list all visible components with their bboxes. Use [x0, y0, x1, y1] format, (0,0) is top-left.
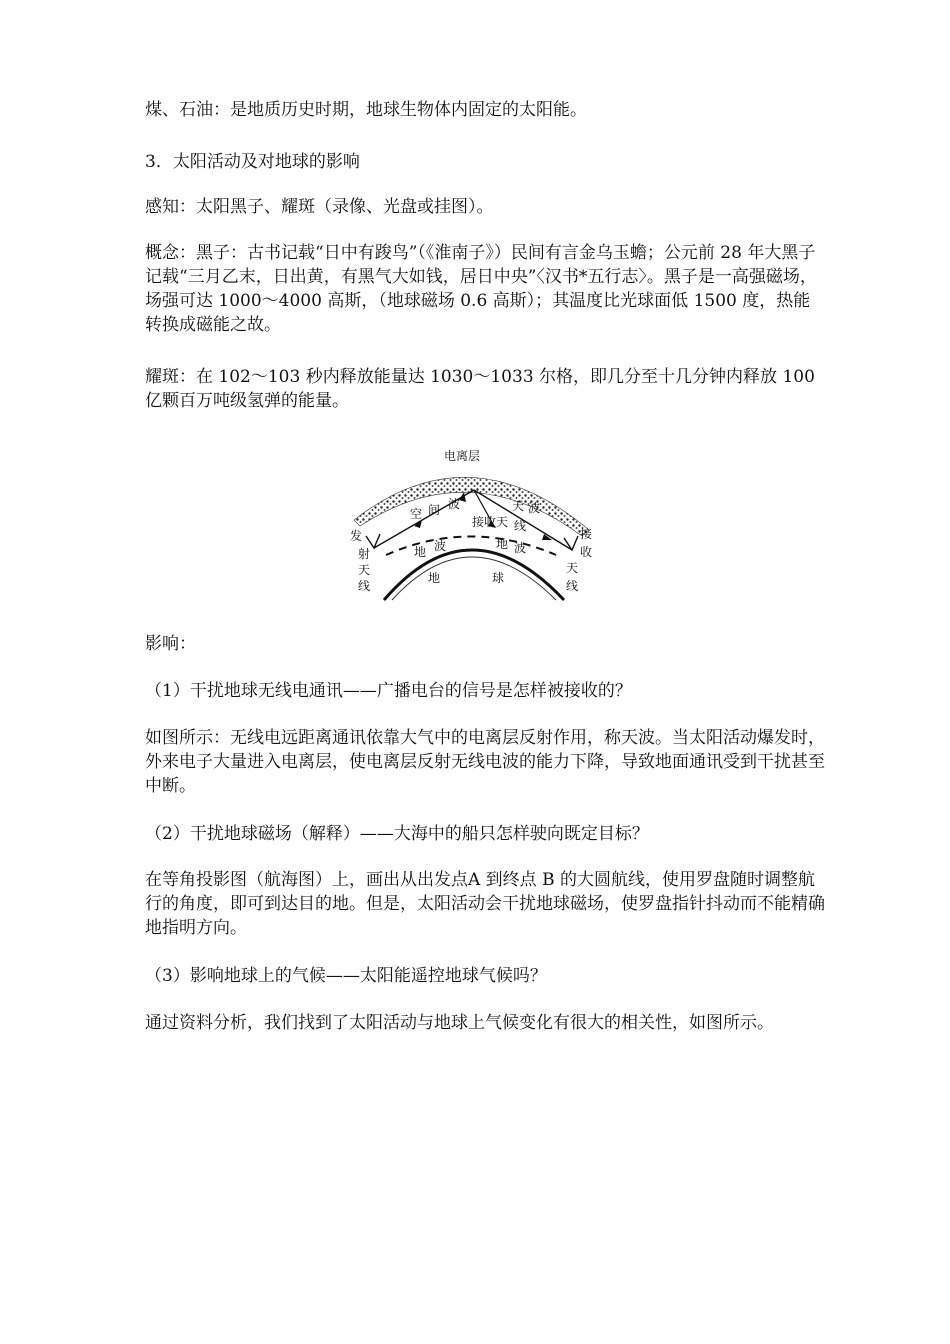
tx-label-1: 射	[358, 547, 371, 561]
sky-label-right-1: 天	[512, 499, 525, 513]
ground-label-right-2: 波	[514, 541, 527, 555]
radio-wave-svg	[344, 440, 596, 602]
tx-label-3: 线	[358, 579, 371, 593]
rx-mid-label: 接收天	[472, 515, 509, 529]
rx-label-1: 收	[580, 545, 593, 559]
sky-label-right-2: 波	[528, 501, 541, 515]
ground-label-left-1: 地	[414, 545, 427, 559]
paragraph-item-1: （1）干扰地球无线电通讯——广播电台的信号是怎样被接收的？	[145, 681, 632, 701]
earth-label-2: 球	[492, 571, 505, 585]
radio-wave-diagram	[344, 440, 596, 602]
paragraph-solar-flare: 耀斑：在 102～103 秒内释放能量达 1030～1033 尔格，即几分至十几分钟内释放 100 亿颗百万吨级氢弹的能量。	[145, 367, 815, 411]
paragraph-perception: 感知：太阳黑子、耀斑（录像、光盘或挂图）。	[145, 197, 494, 217]
ground-wave	[386, 537, 556, 556]
arrow-top	[459, 492, 466, 502]
paragraph-coal-oil: 煤、石油：是地质历史时期，地球生物体内固定的太阳能。	[145, 100, 587, 120]
section-heading-solar-activity: 3．太阳活动及对地球的影响	[145, 152, 360, 172]
paragraph-influence: 影响：	[145, 634, 196, 654]
sky-label-left-2: 间	[428, 503, 441, 517]
rx-label-top: 接	[580, 527, 593, 541]
ground-label-left-2: 波	[434, 539, 447, 553]
ionosphere-label: 电离层	[444, 449, 481, 463]
receive-antenna	[564, 536, 578, 550]
rx-label-3: 线	[566, 579, 579, 593]
tx-label-top: 发	[350, 529, 363, 543]
rx-label-2: 天	[566, 561, 579, 575]
ground-label-right-1: 地	[496, 537, 509, 551]
sky-label-mid: 波	[448, 497, 461, 511]
sky-label-left-1: 空	[410, 507, 423, 521]
paragraph-item-1-explanation: 如图所示：无线电远距离通讯依靠大气中的电离层反射作用，称天波。当太阳活动爆发时，外来电子大量进入电离层，使电离层反射无线电波的能力下降，导致地面通讯受到干扰甚至中断。	[145, 728, 825, 796]
earth-surface-inner	[392, 557, 556, 600]
paragraph-item-3-explanation: 通过资料分析，我们找到了太阳活动与地球上气候变化有很大的相关性，如图所示。	[145, 1013, 774, 1033]
paragraph-item-2: （2）干扰地球磁场（解释）——大海中的船只怎样驶向既定目标？	[145, 824, 649, 844]
earth-label-1: 地	[428, 571, 441, 585]
tx-label-2: 天	[358, 563, 371, 577]
paragraph-sunspot-concept: 概念：黑子：古书记载“日中有踆鸟”（《淮南子》）民间有言金乌玉蟾；公元前 28 年大黑子记载“三月乙末，日出黄，有黑气大如钱，居日中央”〈汉书*五行志〉。黑子是一高强磁场，场强可达 1000～4000 高斯，（地球磁场 0.6 高斯）；其温度比光球面低 1500 度，热能转换成磁能之故。	[145, 243, 817, 335]
paragraph-item-3: （3）影响地球上的气候——太阳能遥控地球气候吗？	[145, 966, 547, 986]
rx-mid-label-2: 线	[514, 519, 527, 533]
paragraph-item-2-explanation: 在等角投影图（航海图）上，画出从出发点A 到终点 B 的大圆航线，使用罗盘随时调整航行的角度，即可到达目的地。但是，太阳活动会干扰地球磁场，使罗盘指针抖动而不能精确地指明方向。	[145, 870, 825, 938]
